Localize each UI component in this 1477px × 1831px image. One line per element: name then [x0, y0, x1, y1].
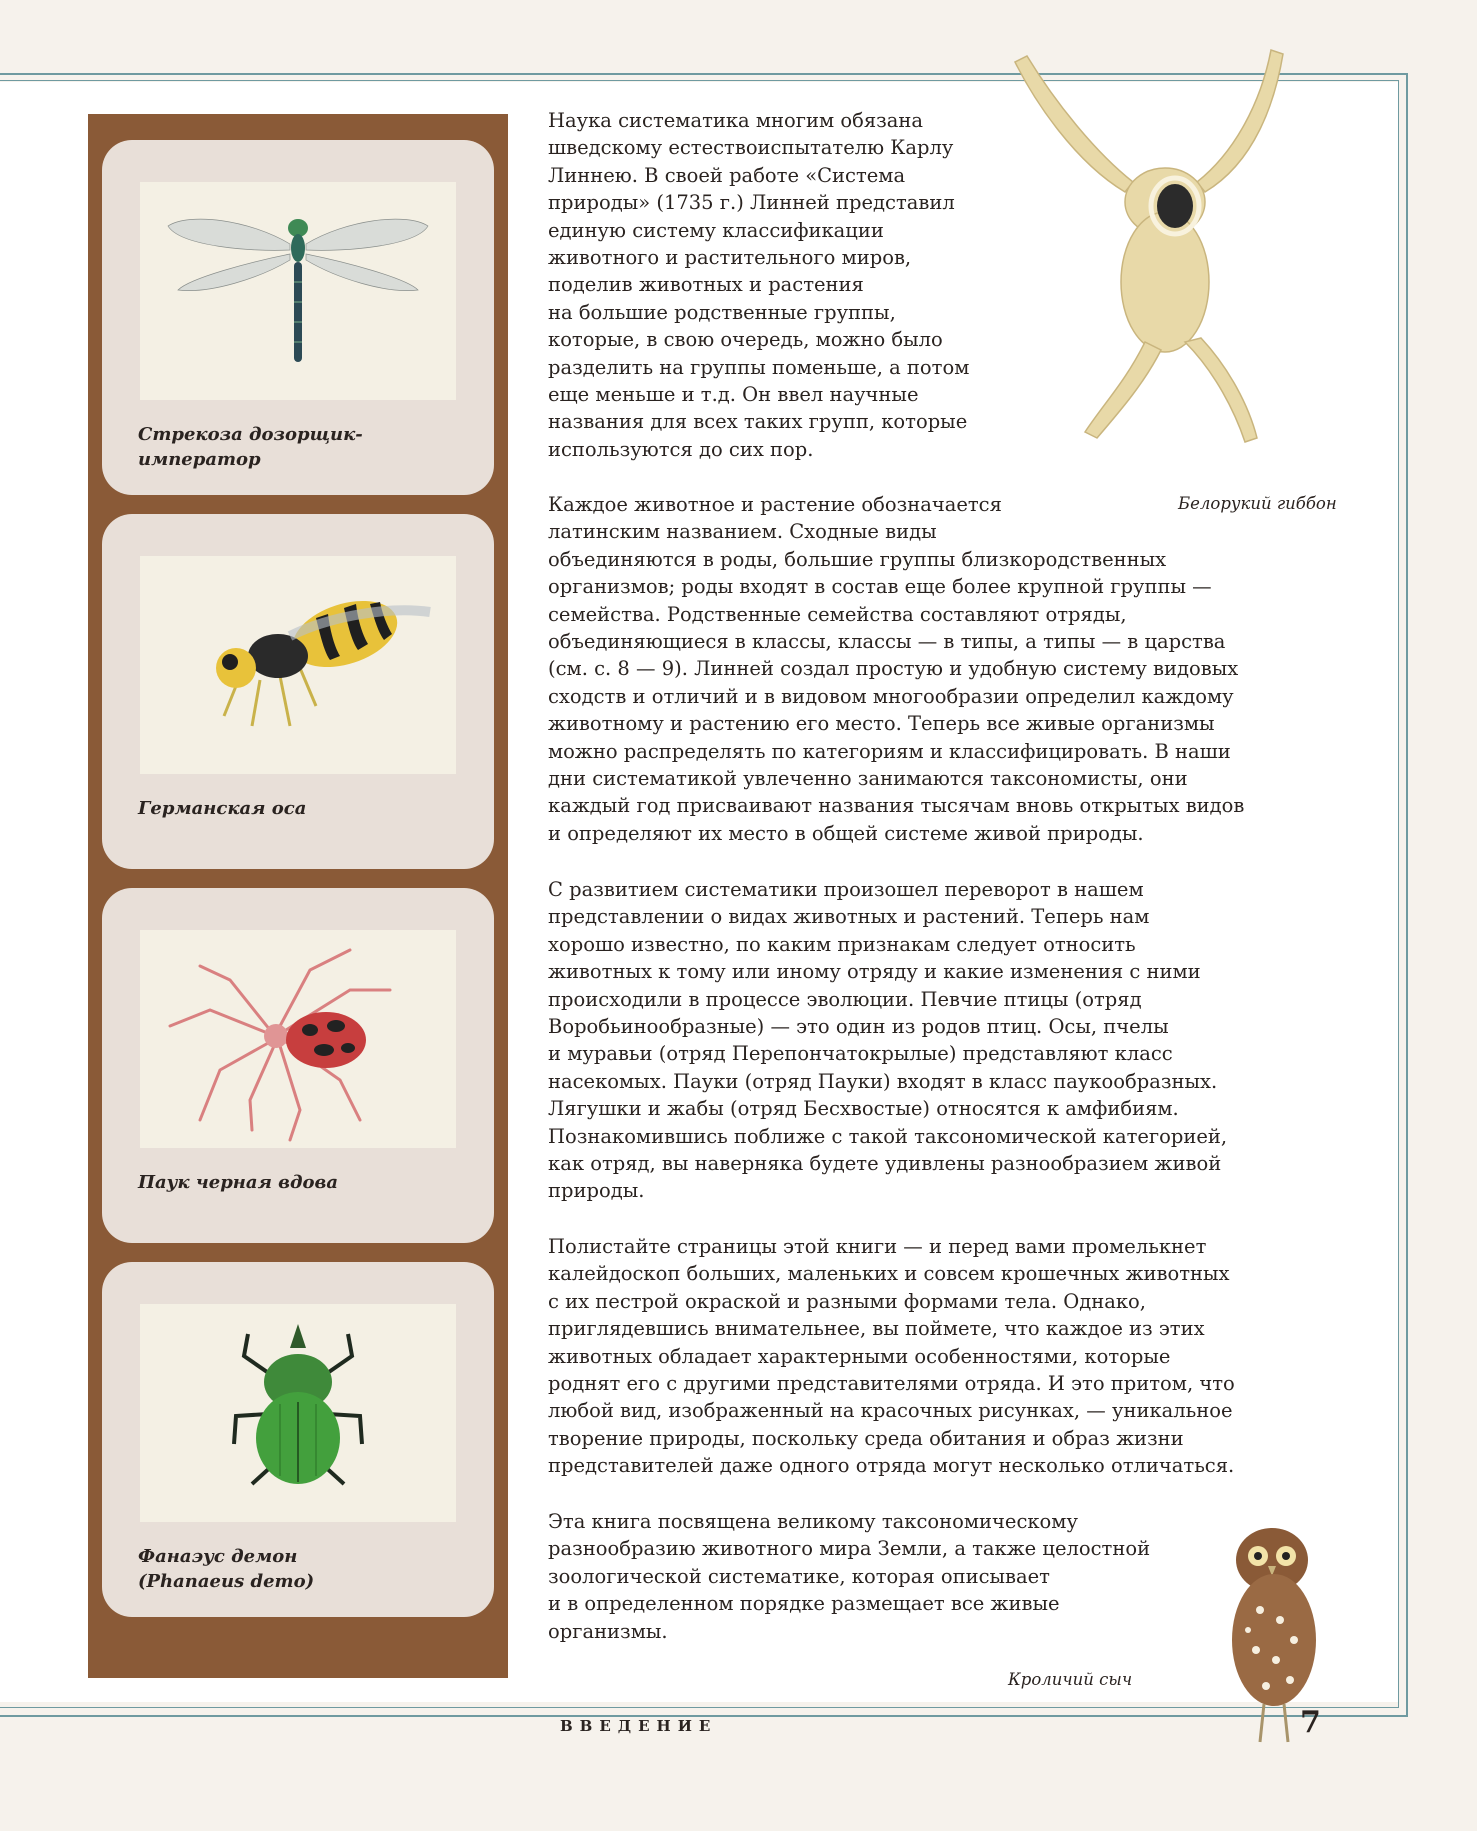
- evolution-paragraph: С развитием систематики произошел переворот в нашем представлении о видах животных и растений. Теперь нам хорошо известно, по каким признакам следует относить животных к тому или иному отряду и какие изменения с ними происходили в процессе эволюции. Певчие птицы (отряд Воробьинообразные) — это один из родов птиц. Осы, пчелы и муравьи (отряд Перепончатокрылые) представляют класс насекомых. Пауки (отряд Пауки) входят в класс паукообразных. Лягушки и жабы (отряд Бесхвостые) относятся к амфибиям. Познакомившись поближе с такой таксономической категорией, как отряд, вы наверняка будете удивлены разнообразием живой природы.: [548, 878, 1228, 1203]
- section-title: ВВЕДЕНИЕ: [560, 1717, 718, 1735]
- dragonfly-illustration: [140, 182, 456, 400]
- page-number: 7: [1300, 1705, 1321, 1740]
- card-caption: Фанаэус демон (Phanaeus demo): [138, 1546, 315, 1592]
- wasp-illustration: [140, 556, 456, 774]
- spider-illustration: [140, 930, 456, 1148]
- gibbon-illustration: [1005, 42, 1305, 462]
- intro-paragraph: Наука систематика многим обязана шведскому естествоиспытателю Карлу Линнею. В своей работе «Система природы» (1735 г.) Линней представил единую систему классификации животного и растительного миров, поделив животных и растения на большие родственные группы, которые, в свою очередь, можно было разделить на группы поменьше, а потом еще меньше и т.д. Он ввел научные названия для всех таких групп, которые используются до сих пор.: [548, 109, 970, 461]
- classification-paragraph: Каждое животное и растение обозначается латинским названием. Сходные виды объединяются в роды, большие группы близкородственных организмов; роды входят в состав еще более крупной группы — семейства. Родственные семейства составляют отряды, объединяющиеся в классы, классы — в типы, а типы — в царства (см. с. 8 — 9). Линней создал простую и удобную систему видовых сходств и отличий и в видовом многообразии определил каждому животному и растению его место. Теперь все живые организмы можно распределять по категориям и классифицировать. В наши дни систематикой увлеченно занимаются таксономисты, они каждый год присваивают названия тысячам вновь открытых видов и определяют их место в общей системе живой природы.: [548, 493, 1245, 845]
- sidebar-panel: [88, 114, 508, 1678]
- owl-caption: Кроличий сыч: [1008, 1670, 1133, 1689]
- card-caption: Германская оса: [138, 798, 307, 819]
- card-spider: [102, 888, 494, 1243]
- closing-paragraph: Эта книга посвящена великому таксономическому разнообразию животного мира Земли, а также целостной зоологической систематике, которая описывает и в определенном порядке размещает все живые организмы.: [548, 1510, 1151, 1643]
- beetle-illustration: [140, 1304, 456, 1522]
- card-wasp: [102, 514, 494, 869]
- card-dragonfly: [102, 140, 494, 495]
- card-caption: Стрекоза дозорщик-император: [138, 424, 363, 470]
- diversity-paragraph: Полистайте страницы этой книги — и перед вами промелькнет калейдоскоп больших, маленьких и совсем крошечных животных с их пестрой окраской и разными формами тела. Однако, приглядевшись внимательнее, вы поймете, что каждое из этих животных обладает характерными особенностями, которые роднят его с другими представителями отряда. И это притом, что любой вид, изображенный на красочных рисунках, — уникальное творение природы, поскольку среда обитания и образ жизни представителей даже одного отряда могут несколько отличаться.: [548, 1235, 1235, 1478]
- card-caption: Паук черная вдова: [138, 1172, 338, 1193]
- card-beetle: [102, 1262, 494, 1617]
- gibbon-caption: Белорукий гиббон: [1178, 494, 1337, 513]
